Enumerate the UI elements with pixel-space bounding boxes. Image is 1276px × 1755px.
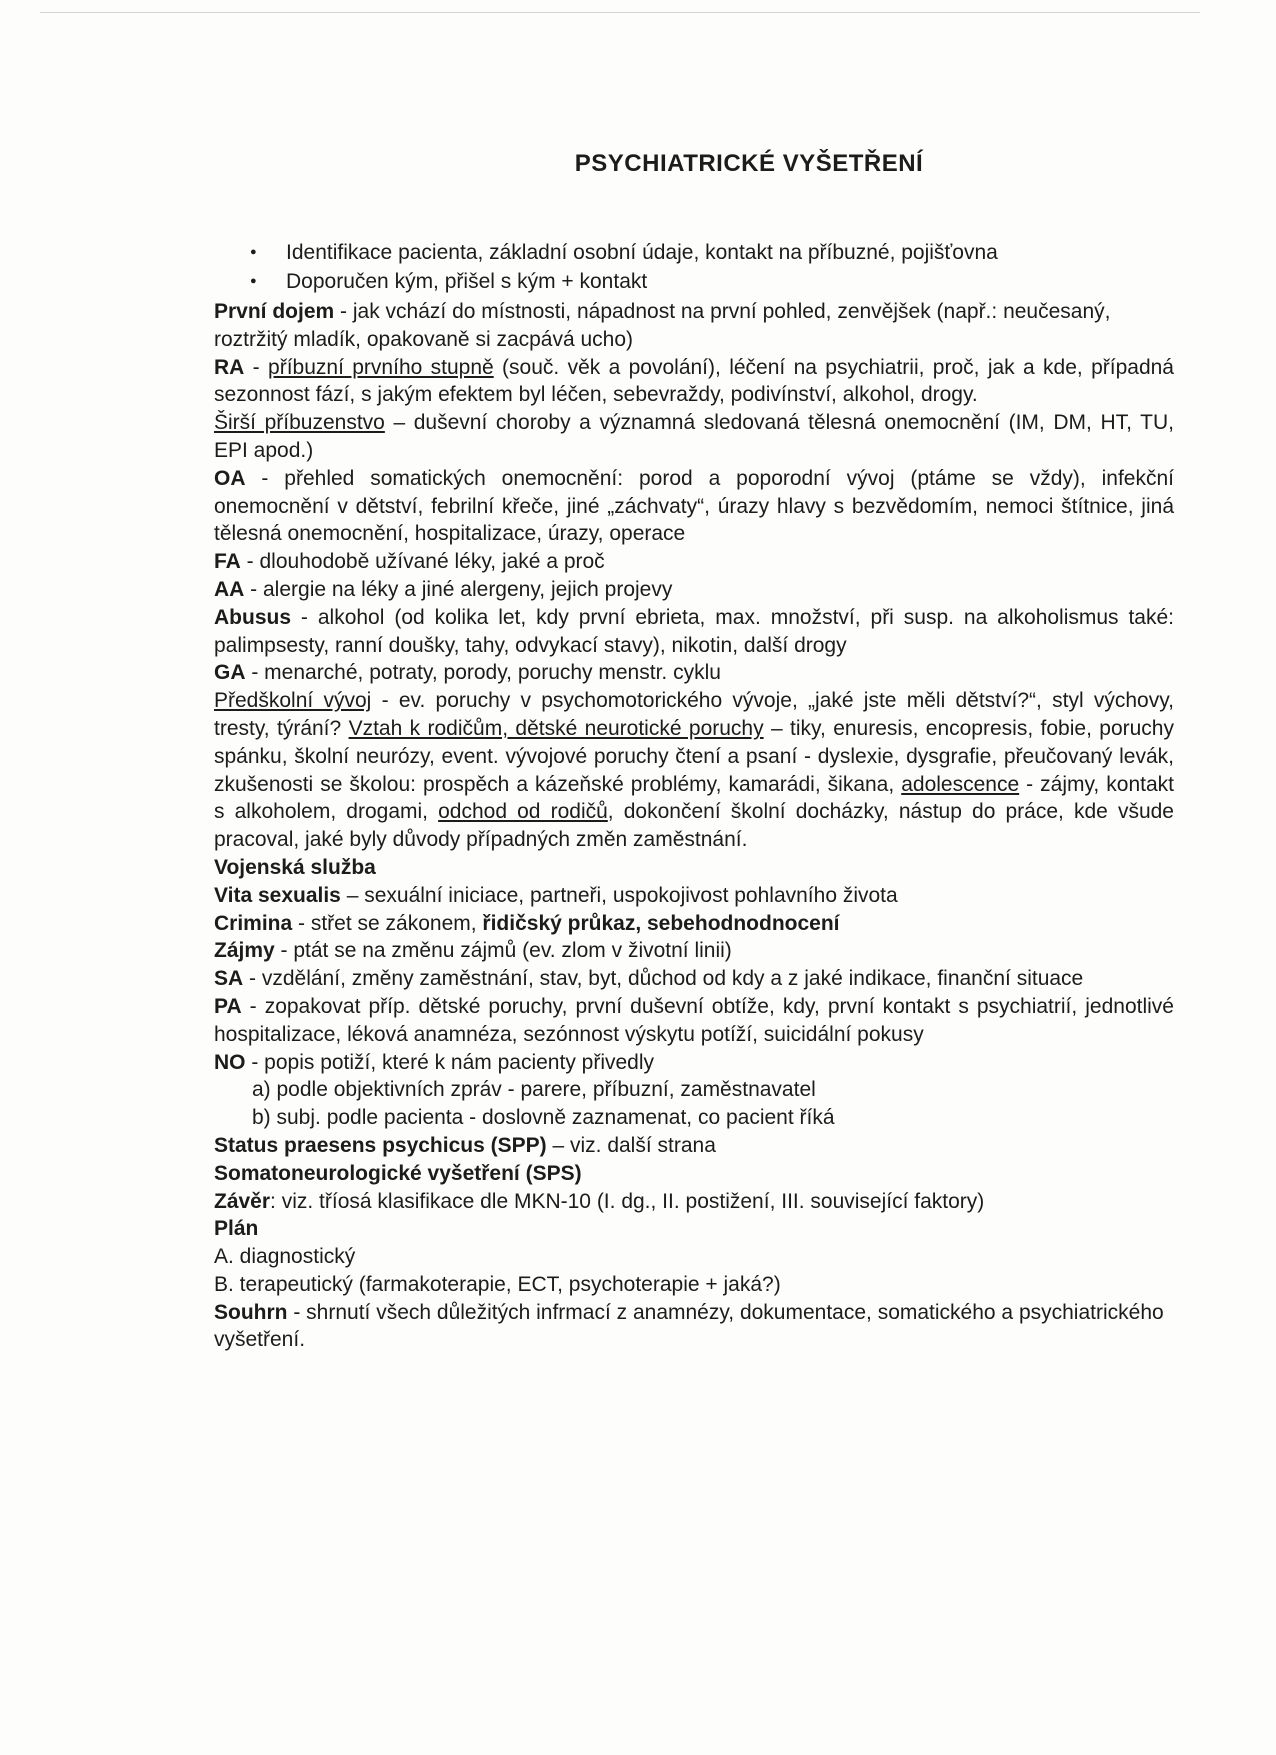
section-text: - alergie na léky a jiné alergeny, jejich projevy <box>244 577 673 601</box>
section-zaver <box>214 1188 1174 1216</box>
section-text: - jak vchází do místnosti, nápadnost na první pohled, zenvějšek (např.: neučesaný, roztržitý mladík, opakovaně si zacpává ucho) <box>214 300 1111 351</box>
underlined-term: adolescence <box>901 772 1020 796</box>
section-spp <box>214 1132 1174 1160</box>
section-label: Somatoneurologické vyšetření (SPS) <box>214 1161 582 1185</box>
section-pa <box>214 993 1174 1049</box>
section-label: Status praesens psychicus (SPP) <box>214 1133 547 1157</box>
section-souhrn <box>214 1299 1174 1355</box>
section-sa <box>214 965 1174 993</box>
underlined-term: Vztah k rodičům, dětské neurotické poruchy <box>348 716 764 740</box>
list-item: A. diagnostický <box>214 1245 356 1269</box>
section-sirsi-pribuzenstvo <box>214 409 1174 465</box>
section-label: První dojem <box>214 300 335 323</box>
section-plan <box>214 1215 1174 1243</box>
section-text: - střet se zákonem, <box>292 911 483 935</box>
section-label: Crimina <box>214 911 293 935</box>
section-label: OA <box>214 466 246 490</box>
section-text: – sexuální iniciace, partneři, uspokojivost pohlavního života <box>340 883 898 907</box>
section-vita-sexualis <box>214 882 1174 910</box>
section-text: - ev. poruchy v psychomotorického vývoje, „jaké jste měli dětství?“, styl výchovy, tresty, týrání? <box>214 689 1175 740</box>
section-text: - dlouhodobě užívané léky, jaké a proč <box>240 550 605 574</box>
section-label: AA <box>214 577 245 601</box>
section-label: Zájmy <box>214 939 275 963</box>
section-label: Plán <box>214 1217 259 1241</box>
section-label: NO <box>214 1050 246 1074</box>
section-label: GA <box>214 661 246 685</box>
section-crimina <box>214 910 1174 938</box>
section-label: FA <box>214 550 241 574</box>
list-item: ● Identifikace pacienta, základní osobní údaje, kontakt na příbuzné, pojišťovna <box>250 238 1174 267</box>
section-sps <box>214 1160 1174 1188</box>
section-zajmy <box>214 937 1174 965</box>
section-label: PA <box>214 994 242 1018</box>
underlined-term: Předškolní vývoj <box>214 689 372 713</box>
page-title: PSYCHIATRICKÉ VYŠETŘENÍ <box>574 150 924 177</box>
section-text: - zopakovat příp. dětské poruchy, první duševní obtíže, kdy, první kontakt s psychiatrií, jednotlivé hospitalizace, léková anamnéza, sezónnost výskytu potíží, suicidální pokusy <box>214 994 1174 1046</box>
list-item: ● Doporučen kým, přišel s kým + kontakt <box>250 267 1174 296</box>
list-item: a) podle objektivních zpráv - parere, příbuzní, zaměstnavatel <box>252 1078 816 1102</box>
section-text: - alkohol (od kolika let, kdy první ebrieta, max. množství, při susp. na alkoholismus také: palimpsesty, ranní doušky, tahy, odvykací stavy), nikotin, další drogy <box>214 605 1174 657</box>
section-abusus <box>214 604 1174 660</box>
section-text: - menarché, potraty, porody, poruchy menstr. cyklu <box>245 661 721 685</box>
section-aa <box>214 576 1174 604</box>
section-no <box>214 1049 1174 1077</box>
list-item: b) subj. podle pacienta - doslovně zaznamenat, co pacient říká <box>252 1106 835 1130</box>
section-text: - zájmy, kontakt s alkoholem, drogami, <box>214 772 1174 824</box>
section-label: SA <box>214 967 244 991</box>
section-text: - přehled somatických onemocnění: porod a poporodní vývoj (ptáme se vždy), infekční onemocnění v dětství, febrilní křeče, jiné „záchvaty“, úrazy hlavy s bezvědomím, nemoci štítnice, jiná tělesná onemocnění, hospitalizace, úrazy, operace <box>214 466 1174 546</box>
section-predskolni-vyvoj <box>214 687 1174 854</box>
section-label: Abusus <box>214 605 292 629</box>
section-fa <box>214 548 1174 576</box>
section-oa <box>214 465 1174 548</box>
section-text: – duševní choroby a významná sledovaná tělesná onemocnění (IM, DM, HT, TU, EPI apod.) <box>214 411 1174 462</box>
section-text: – tiky, enuresis, encopresis, fobie, poruchy spánku, školní neurózy, event. vývojové poruchy čtení a psaní - dyslexie, dysgrafie, přeučovaný levák, zkušenosti se školou: prospěch a kázeňské problémy, kamarádi, šikana, <box>214 716 1174 796</box>
section-text: : viz. tříosá klasifikace dle MKN-10 (I. dg., II. postižení, III. související faktory) <box>270 1189 985 1213</box>
section-text: - shrnutí všech důležitých infrmací z anamnézy, dokumentace, somatického a psychiatrického vyšetření. <box>214 1300 1164 1352</box>
section-text: , dokončení školní docházky, nástup do práce, kde všude pracoval, jaké byly důvody případných změn zaměstnání. <box>214 800 1174 852</box>
section-label: Souhrn <box>214 1300 288 1324</box>
scan-edge <box>40 12 1200 13</box>
identification-list <box>214 238 1174 296</box>
section-label: RA <box>214 355 245 379</box>
section-label: Vojenská služba <box>214 855 376 879</box>
section-text: - popis potiží, které k nám pacienty přivedly <box>245 1050 655 1074</box>
section-label-secondary: řidičský průkaz, sebehodnodnocení <box>482 911 840 935</box>
section-text: (souč. věk a povolání), léčení na psychiatrii, proč, jak a kde, případná sezonnost fází, s jakým efektem byl léčen, sebevraždy, podivínství, alkohol, drogy. <box>214 355 1174 407</box>
section-ra <box>214 354 1174 410</box>
section-text: - ptát se na změnu zájmů (ev. zlom v životní linii) <box>274 939 732 963</box>
section-text: – viz. další strana <box>546 1133 716 1157</box>
document-page <box>214 150 1174 1354</box>
list-item: B. terapeutický (farmakoterapie, ECT, psychoterapie + jaká?) <box>214 1272 781 1296</box>
separator: - <box>244 355 269 379</box>
section-label: Závěr <box>214 1189 271 1213</box>
underlined-term: Širší příbuzenstvo <box>214 411 385 435</box>
underlined-term: odchod od rodičů <box>438 800 608 824</box>
section-prvni-dojem <box>214 298 1174 354</box>
section-vojenska-sluzba <box>214 854 1174 882</box>
section-ga <box>214 659 1174 687</box>
underlined-term: příbuzní prvního stupně <box>268 355 494 379</box>
section-label: Vita sexualis <box>214 883 341 907</box>
section-text: - vzdělání, změny zaměstnání, stav, byt, důchod od kdy a z jaké indikace, finanční situace <box>243 967 1084 991</box>
